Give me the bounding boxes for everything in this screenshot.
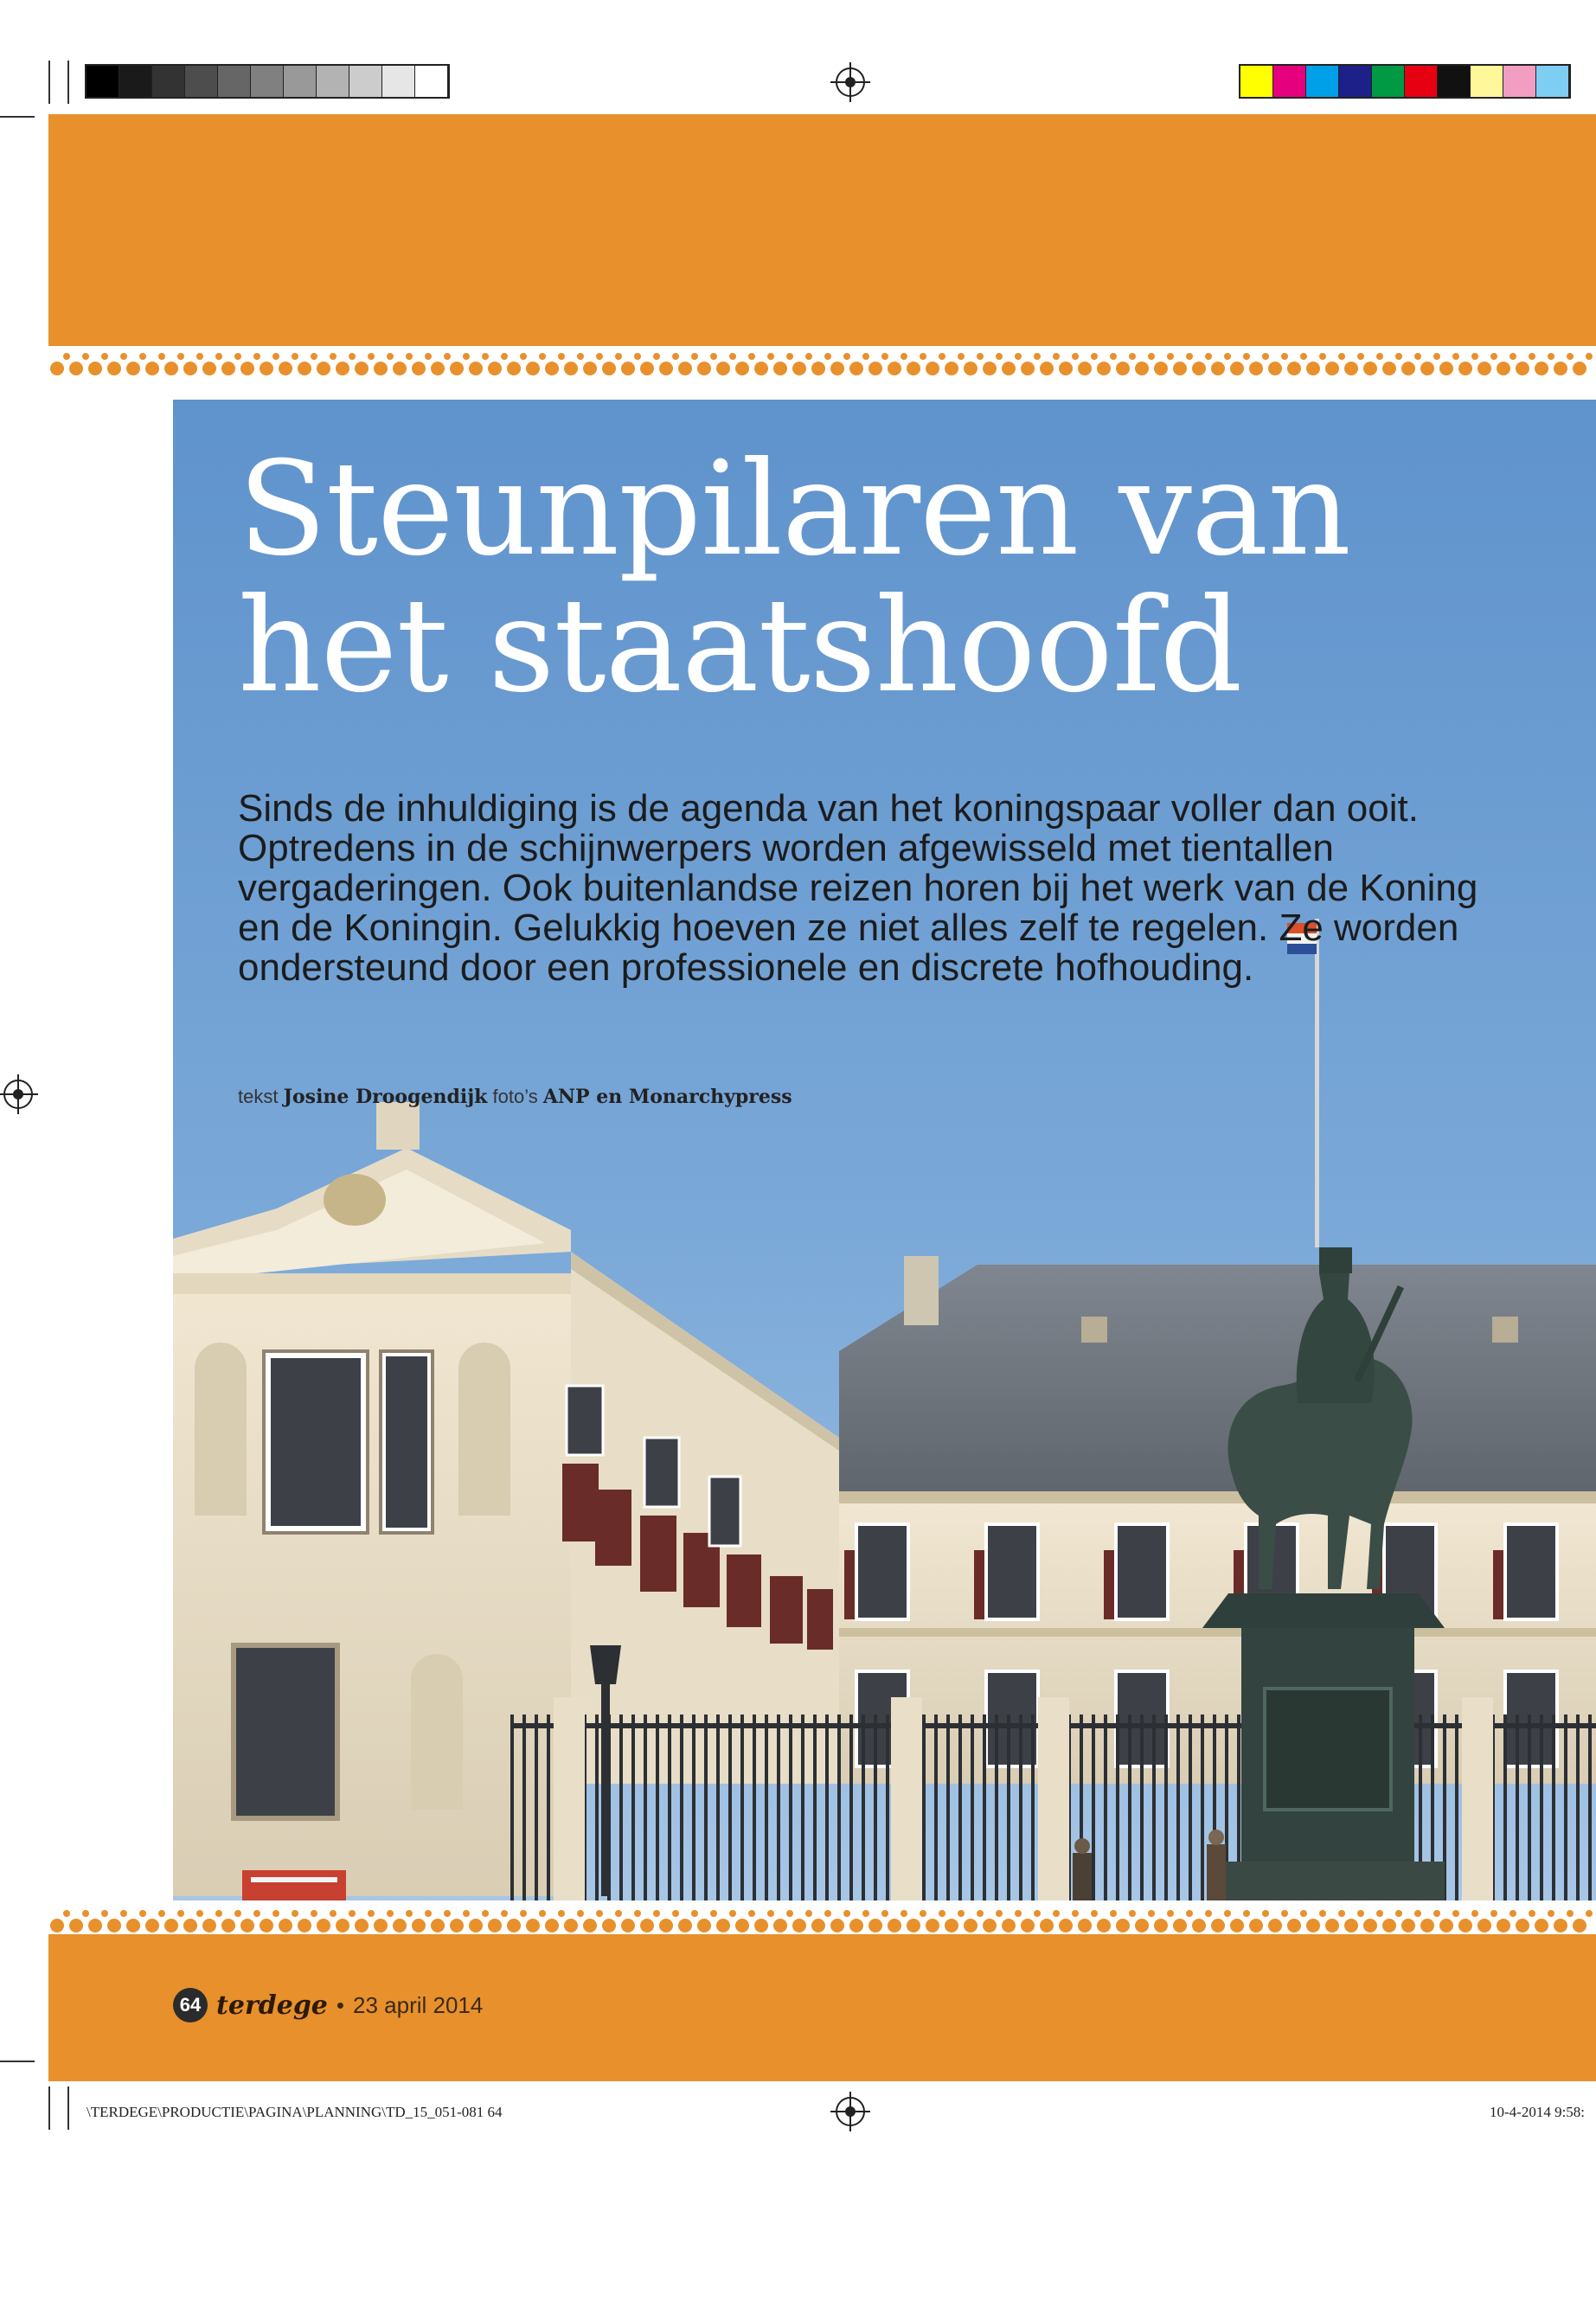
- color-swatch: [1503, 66, 1536, 97]
- bottom-dotted-border: [48, 1903, 1596, 1936]
- gray-swatch: [119, 66, 152, 97]
- article-title: [238, 434, 1535, 721]
- gray-swatch: [251, 66, 284, 97]
- article-credits: [238, 1086, 792, 1108]
- print-slug-timestamp: 10-4-2014 9:58:: [1490, 2104, 1586, 2120]
- gray-swatch: [87, 66, 119, 97]
- credit-text-label: tekst: [238, 1086, 279, 1107]
- registration-mark-top: [836, 67, 865, 97]
- article-title-line-1: Steunpilaren van: [238, 434, 1350, 585]
- page-number: 64: [173, 1988, 208, 2022]
- top-dotted-border: [48, 346, 1596, 379]
- color-swatch: [1471, 66, 1503, 97]
- print-slug-path: \TERDEGE\PRODUCTIE\PAGINA\PLANNING\TD_15_051-081 64: [87, 2104, 503, 2120]
- registration-mark-left: [3, 1080, 33, 1109]
- crop-mark: [48, 61, 50, 104]
- gray-swatch: [218, 66, 251, 97]
- registration-mark-bottom: [836, 2097, 865, 2126]
- color-swatch: [1405, 66, 1438, 97]
- color-calibration-strip: [1239, 64, 1571, 99]
- credit-author: Josine Droogendijk: [283, 1086, 488, 1108]
- footer-bullet: •: [336, 1991, 344, 2018]
- magazine-brand: terdege: [216, 1990, 328, 2021]
- color-swatch: [1438, 66, 1471, 97]
- crop-mark: [67, 2086, 69, 2130]
- color-swatch: [1240, 66, 1273, 97]
- page-footer: [173, 1988, 483, 2022]
- crop-mark: [67, 61, 69, 104]
- credit-photographers: ANP en Monarchypress: [542, 1086, 792, 1108]
- issue-date: 23 april 2014: [353, 1991, 484, 2018]
- credit-photo-label: foto’s: [492, 1086, 538, 1107]
- article-title-line-2: het staatshoofd: [238, 571, 1242, 721]
- article-intro: Sinds de inhuldiging is de agenda van het koningspaar voller dan ooit. Optredens in de schijnwerpers worden afgewisseld met tientallen vergaderingen. Ook buitenlandse reizen horen bij het werk van de Koning en de Koningin. Gelukkig hoeven ze niet alles zelf te regelen. Ze worden ondersteund door een professionele en discrete hofhouding.: [238, 787, 1478, 989]
- color-swatch: [1306, 66, 1339, 97]
- crop-mark: [48, 2086, 50, 2130]
- gray-calibration-strip: [85, 64, 450, 99]
- color-swatch: [1273, 66, 1306, 97]
- gray-swatch: [152, 66, 185, 97]
- crop-mark: [0, 116, 35, 118]
- top-orange-band: [48, 114, 1596, 348]
- color-swatch: [1339, 66, 1372, 97]
- color-swatch: [1372, 66, 1405, 97]
- gray-swatch: [415, 66, 448, 97]
- gray-swatch: [185, 66, 218, 97]
- gray-swatch: [317, 66, 349, 97]
- gray-swatch: [382, 66, 415, 97]
- color-swatch: [1536, 66, 1569, 97]
- gray-swatch: [349, 66, 382, 97]
- crop-mark: [0, 2061, 35, 2062]
- gray-swatch: [284, 66, 317, 97]
